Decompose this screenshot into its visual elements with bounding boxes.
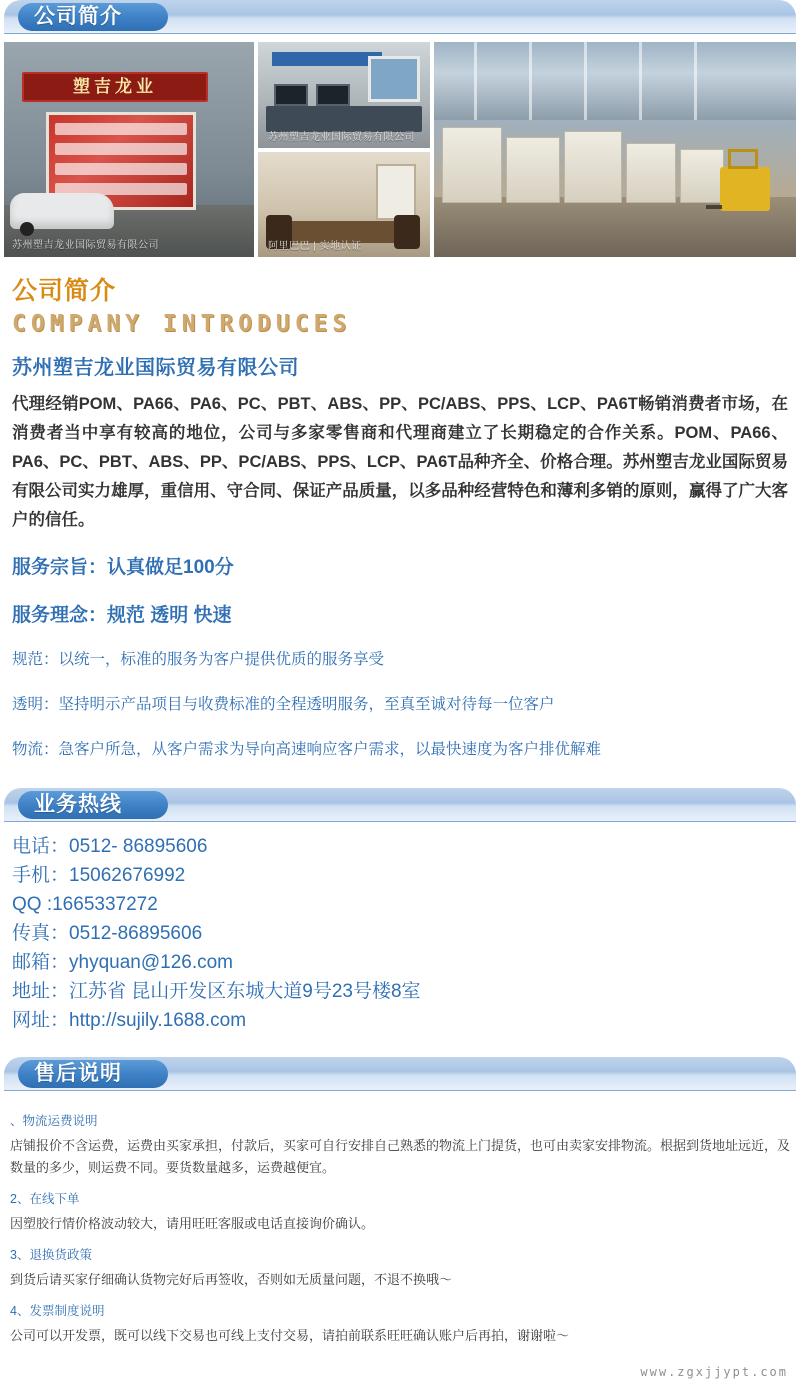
company-name: 苏州塑吉龙业国际贸易有限公司 (12, 357, 299, 379)
meeting-room-chair (394, 215, 420, 249)
company-intro-section (0, 257, 800, 766)
service-value-standard: 规范：以统一，标准的服务为客户提供优质的服务享受 (12, 651, 385, 668)
after-sales-title-shipping: 、物流运费说明 (10, 1114, 98, 1128)
after-sales-text-shipping: 店铺报价不含运费，运费由买家承担，付款后，买家可自行安排自己熟悉的物流上门提货，也可由卖家安排物流。根据到货地址远近，及数量的多少，则运费不同。要货数量越多，运费越便宜。 (10, 1138, 791, 1175)
office-monitor (316, 84, 350, 106)
watermark-company-mid: 苏州塑吉龙业国际贸易有限公司 (268, 131, 415, 143)
warehouse-roof (434, 42, 796, 120)
photo-warehouse (434, 42, 796, 257)
forklift (720, 167, 770, 211)
section-header-title: 公司简介 (34, 5, 122, 28)
office-window (368, 56, 420, 102)
contact-phone: 电话：0512- 86895606 (12, 836, 208, 857)
material-bag-stack (442, 127, 502, 203)
office-wall-banner (272, 52, 382, 66)
after-sales-text-returns: 到货后请买家仔细确认货物完好后再签收，否则如无质量问题，不退不换哦～ (10, 1272, 453, 1287)
material-bag-stack (680, 149, 724, 203)
after-sales-title-returns: 3、退换货政策 (10, 1248, 92, 1262)
material-bag-stack (506, 137, 560, 203)
after-sales-text-invoice: 公司可以开发票，既可以线下交易也可线上支付交易，请拍前联系旺旺确认账户后再拍，谢谢啦～ (10, 1328, 570, 1343)
window-poster-line (55, 163, 187, 175)
warehouse-beam (639, 42, 642, 120)
storefront-sign-text: 塑吉龙业 (73, 77, 157, 96)
storefront-signboard (22, 72, 208, 102)
section-header-after-sales (4, 1057, 796, 1091)
contact-website[interactable]: 网址：http://sujily.1688.com (12, 1010, 247, 1031)
warehouse-beam (529, 42, 532, 120)
after-sales-section (0, 1091, 800, 1347)
warehouse-beam (474, 42, 477, 120)
section-header-company-intro (4, 0, 796, 34)
after-sales-title-ordering: 2、在线下单 (10, 1192, 80, 1206)
service-value-logistics: 物流：急客户所急，从客户需求为导向高速响应客户需求，以最快速度为客户排优解难 (12, 741, 602, 758)
footer-watermark: www.zgxjjypt.com (640, 1365, 788, 1379)
meeting-room-door (376, 164, 416, 220)
service-motto-1: 服务宗旨：认真做足100分 (12, 557, 234, 578)
forklift-cab (728, 149, 758, 169)
warehouse-beam (694, 42, 697, 120)
contact-qq: QQ :1665337272 (12, 894, 158, 915)
photo-office (258, 42, 430, 148)
section-header-title: 售后说明 (34, 1062, 122, 1085)
watermark-company-left: 苏州塑吉龙业国际贸易有限公司 (12, 240, 159, 251)
watermark-alibaba-verified: 阿里巴巴 | 实地认证 (268, 241, 362, 252)
office-monitor (274, 84, 308, 106)
after-sales-title-invoice: 4、发票制度说明 (10, 1304, 105, 1318)
photo-column-middle (258, 42, 430, 257)
intro-title-en: COMPANY INTRODUCES (12, 311, 352, 337)
contact-fax: 传真：0512-86895606 (12, 923, 203, 944)
material-bag-stack (626, 143, 676, 203)
photo-storefront (4, 42, 254, 257)
hotline-section (0, 822, 800, 1035)
service-value-transparent: 透明：坚持明示产品项目与收费标准的全程透明服务，至真至诚对待每一位客户 (12, 696, 555, 713)
window-poster-line (55, 123, 187, 135)
material-bag-stack (564, 131, 622, 203)
contact-mobile: 手机：15062676992 (12, 865, 186, 886)
section-header-hotline (4, 788, 796, 822)
photo-collage (4, 42, 796, 257)
service-motto-2: 服务理念：规范 透明 快速 (12, 605, 232, 626)
after-sales-text-ordering: 因塑胶行情价格波动较大，请用旺旺客服或电话直接询价确认。 (10, 1216, 375, 1231)
warehouse-beam (584, 42, 587, 120)
section-header-title: 业务热线 (34, 793, 122, 816)
intro-title-cn: 公司简介 (12, 277, 117, 305)
photo-meeting-room (258, 152, 430, 258)
contact-email: 邮箱：yhyquan@126.com (12, 952, 233, 973)
window-poster-line (55, 143, 187, 155)
contact-address: 地址：江苏省 昆山开发区东城大道9号23号楼8室 (12, 981, 421, 1002)
intro-body-text: 代理经销POM、PA66、PA6、PC、PBT、ABS、PP、PC/ABS、PPS、LCP、PA6T畅销消费者市场，在消费者当中享有较高的地位，公司与多家零售商和代理商建立了长期稳定的合作关系。POM、PA66、PA6、PC、PBT、ABS、PP、PC/ABS、PPS、LCP、PA6T品种齐全、价格合理。苏州塑吉龙业国际贸易有限公司实力雄厚，重信用、守合同、保证产品质量，以多品种经营特色和薄利多销的原则，赢得了广大客户的信任。 (12, 395, 788, 529)
storefront-car (10, 193, 114, 229)
